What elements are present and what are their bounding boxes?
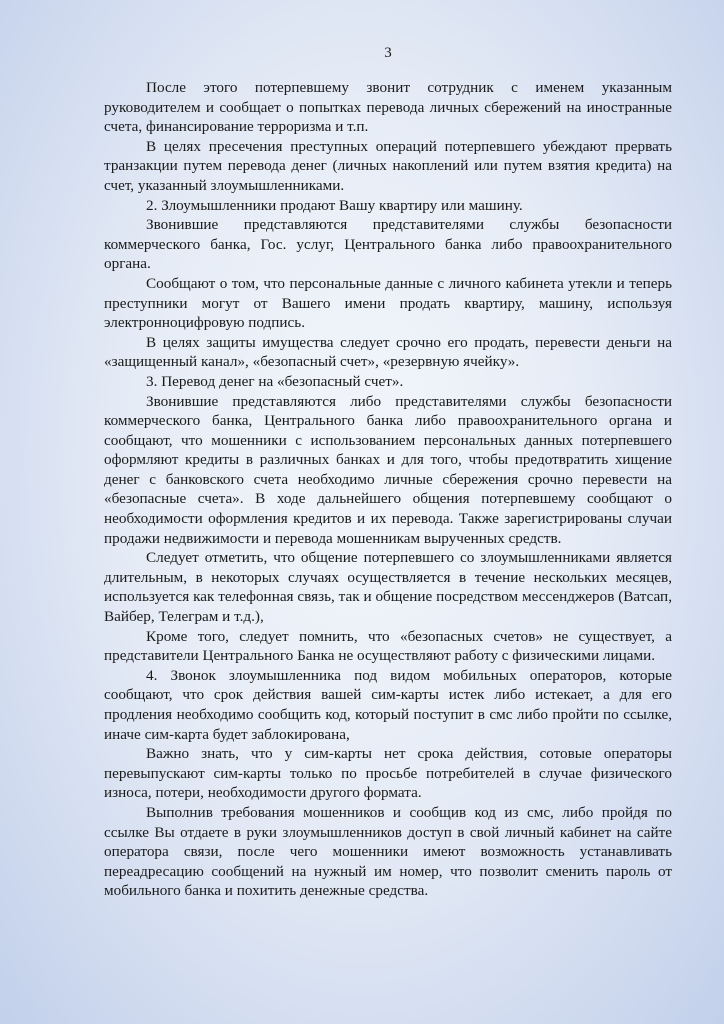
document-body <box>104 78 672 901</box>
paragraph: В целях пресечения преступных операций потерпевшего убеждают прервать транзакции путем перевода денег (личных накоплений или путем взятия кредита) на счет, указанный злоумышленниками. <box>104 137 672 194</box>
paragraph: Звонившие представляются либо представителями службы безопасности коммерческого банка, Центрального банка либо правоохранительного органа и сообщают, что мошенники с использованием персональных данных потерпевшего оформляют кредиты в различных банках и для того, чтобы предотвратить хищение денег с банковского счета необходимо личные сбережения срочно перевести на «безопасные счета». В ходе дальнейшего общения потерпевшему сообщают о необходимости оформления кредитов и их перевода. Также зарегистрированы случаи продажи недвижимости и перевода мошенникам вырученных средств. <box>104 392 672 547</box>
paragraph: Важно знать, что у сим-карты нет срока действия, сотовые операторы перевыпускают сим-карты только по просьбе потребителей в случае физического износа, потери, необходимости другого формата. <box>104 745 672 802</box>
section-heading: 2. Злоумышленники продают Вашу квартиру или машину. <box>146 196 523 214</box>
paragraph: В целях защиты имущества следует срочно его продать, перевести деньги на «защищенный канал», «безопасный счет», «резервную ячейку». <box>104 333 672 371</box>
paragraph: Сообщают о том, что персональные данные с личного кабинета утекли и теперь преступники могут от Вашего имени продать квартиру, машину, используя электронноцифровую подпись. <box>104 274 672 332</box>
paragraph: Кроме того, следует помнить, что «безопасных счетов» не существует, а представители Центрального Банка не осуществляют работу с физическими лицами. <box>104 627 672 665</box>
paragraph: Следует отметить, что общение потерпевшего со злоумышленниками является длительным, в некоторых случаях осуществляется в течение нескольких месяцев, используется как телефонная связь, так и общение посредством мессенджеров (Ватсап, Вайбер, Телеграм и т.д.), <box>104 549 672 626</box>
section-heading: 3. Перевод денег на «безопасный счет». <box>146 372 404 390</box>
section-heading: 4. Звонок злоумышленника под видом мобильных операторов, которые сообщают, что срок действия вашей сим-карты истек либо истекает, а для его продления необходимо сообщить код, который поступит в смс либо пройти по ссылке, иначе сим-карта будет заблокирована, <box>104 666 672 743</box>
paragraph: Выполнив требования мошенников и сообщив код из смс, либо пройдя по ссылке Вы отдаете в руки злоумышленников доступ в свой личный кабинет на сайте оператора связи, после чего мошенники имеют возможность устанавливать переадресацию сообщений на нужный им номер, что позволит сменить пароль от мобильного банка и похитить денежные средства. <box>104 803 672 900</box>
paragraph: После этого потерпевшему звонит сотрудник с именем указанным руководителем и сообщает о попытках перевода личных сбережений на иностранные счета, финансирование терроризма и т.п. <box>104 79 672 136</box>
page-number: 3 <box>384 45 392 61</box>
paragraph: Звонившие представляются представителями службы безопасности коммерческого банка, Гос. услуг, Центрального банка либо правоохранительного органа. <box>104 216 672 273</box>
